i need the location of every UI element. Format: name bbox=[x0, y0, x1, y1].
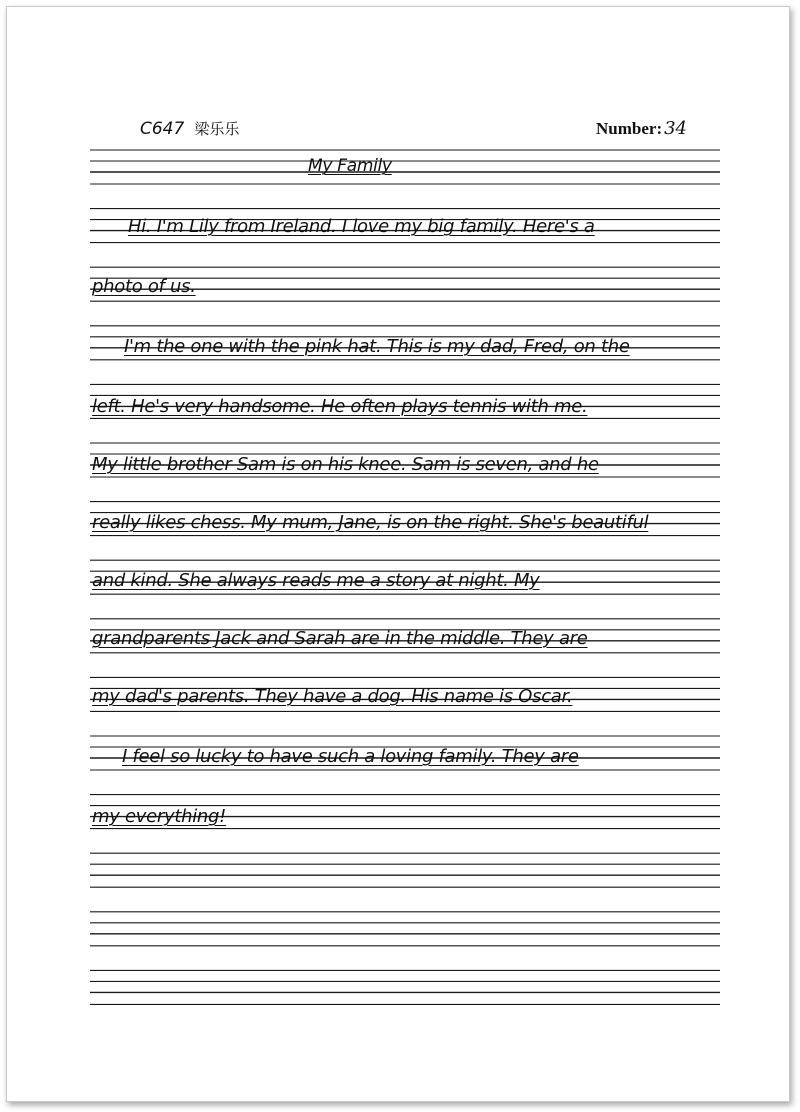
essay-line-2: photo of us. bbox=[92, 276, 196, 297]
number-value: 34 bbox=[664, 118, 688, 139]
essay-line-9: my dad's parents. They have a dog. His name is Oscar. bbox=[92, 686, 573, 707]
essay-line-11: my everything! bbox=[92, 806, 227, 827]
class-code: C647 bbox=[140, 119, 185, 139]
essay-line-3: I'm the one with the pink hat. This is my dad, Fred, on the bbox=[124, 336, 630, 357]
essay-line-8: grandparents Jack and Sarah are in the middle. They are bbox=[92, 628, 588, 649]
essay-line-6: really likes chess. My mum, Jane, is on the right. She's beautiful bbox=[92, 512, 649, 533]
essay-line-10: I feel so lucky to have such a loving family. They are bbox=[122, 746, 579, 767]
essay-line-1: Hi. I'm Lily from Ireland. I love my big family. Here's a bbox=[128, 216, 595, 237]
essay-line-5: My little brother Sam is on his knee. Sam is seven, and he bbox=[92, 454, 599, 475]
student-name: 梁乐乐 bbox=[194, 120, 240, 138]
essay-line-7: and kind. She always reads me a story at night. My bbox=[92, 570, 540, 591]
essay-line-4: left. He's very handsome. He often plays tennis with me. bbox=[92, 396, 588, 417]
essay-title: My Family bbox=[308, 156, 392, 176]
number-label: Number: bbox=[596, 119, 663, 138]
